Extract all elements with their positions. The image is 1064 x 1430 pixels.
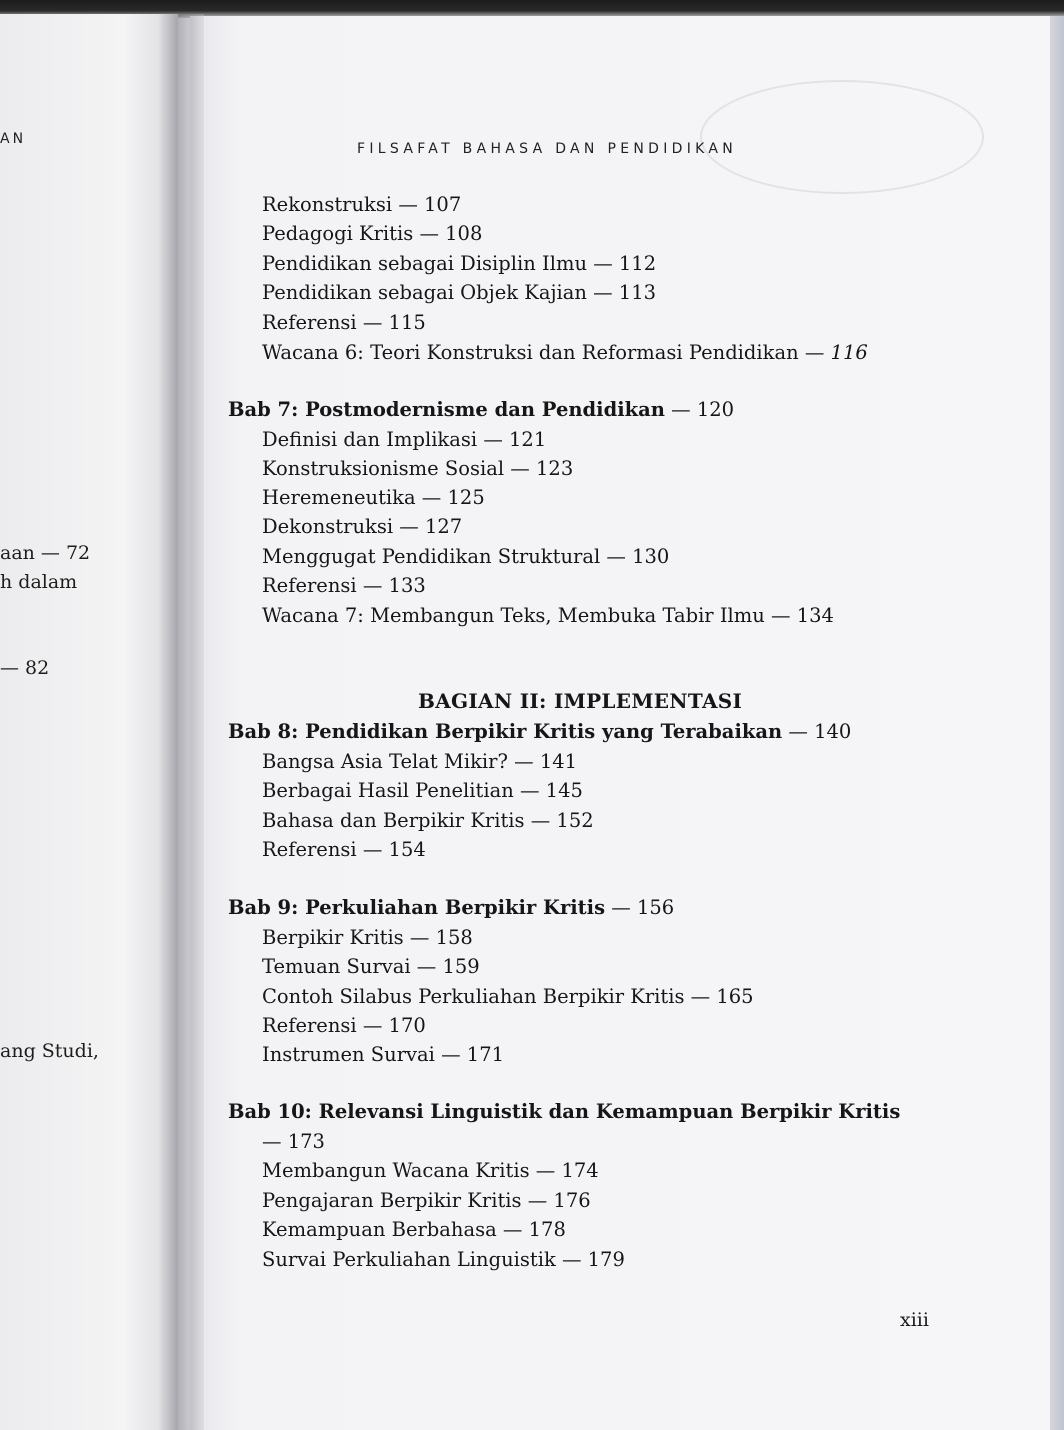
left-page-fragment: aan — 72 [0, 542, 91, 564]
left-page-fragment: h dalam [0, 571, 78, 593]
toc-entry: Rekonstruksi — 107 [262, 193, 462, 216]
toc-chapter [228, 720, 851, 743]
toc-entry: Menggugat Pendidikan Struktural — 130 [262, 545, 670, 568]
toc-entry: Pendidikan sebagai Disiplin Ilmu — 112 [262, 252, 657, 275]
left-facing-page [0, 14, 178, 1430]
toc-entry: Berpikir Kritis — 158 [262, 926, 473, 949]
toc-chapter-page: — 120 [664, 398, 735, 421]
toc-entry: Dekonstruksi — 127 [262, 515, 463, 538]
toc-entry: Contoh Silabus Perkuliahan Berpikir Kritis — 165 [262, 985, 754, 1008]
toc-entry: Referensi — 133 [262, 574, 426, 597]
book-gutter-shadow [158, 14, 204, 1430]
left-page-header: AN [0, 131, 27, 147]
toc-entry: Temuan Survai — 159 [262, 955, 480, 978]
toc-chapter [228, 896, 674, 919]
toc-chapter-title: Bab 7: Postmodernisme dan Pendidikan [228, 398, 665, 421]
toc-chapter [228, 1100, 900, 1123]
toc-entry: Konstruksionisme Sosial — 123 [262, 457, 574, 480]
toc-entry: Referensi — 115 [262, 311, 426, 334]
toc-chapter-page-continuation: — 173 [262, 1130, 325, 1153]
toc-entry: Wacana 7: Membangun Teks, Membuka Tabir Ilmu — 134 [262, 604, 834, 627]
bleed-through-stamp [700, 80, 984, 194]
toc-entry: Pedagogi Kritis — 108 [262, 222, 483, 245]
left-page-fragment: ang Studi, [0, 1040, 99, 1062]
toc-chapter [228, 398, 734, 421]
left-page-fragment: — 82 [0, 657, 50, 679]
toc-entry: Bangsa Asia Telat Mikir? — 141 [262, 750, 578, 773]
toc-entry: Referensi — 170 [262, 1014, 426, 1037]
toc-entry: Referensi — 154 [262, 838, 426, 861]
toc-chapter-page: — 156 [605, 896, 675, 919]
toc-chapter-page: — 140 [782, 720, 852, 743]
toc-entry: Pengajaran Berpikir Kritis — 176 [262, 1189, 591, 1212]
toc-entry-page: 116 [830, 341, 868, 364]
page-number: xiii [900, 1309, 929, 1331]
toc-entry-title: Wacana 6: Teori Konstruksi dan Reformasi Pendidikan — [262, 341, 831, 364]
toc-entry: Membangun Wacana Kritis — 174 [262, 1159, 599, 1182]
toc-entry: Definisi dan Implikasi — 121 [262, 428, 547, 451]
toc-entry: Berbagai Hasil Penelitian — 145 [262, 779, 583, 802]
toc-chapter-title: Bab 9: Perkuliahan Berpikir Kritis [228, 896, 606, 919]
toc-entry: Instrumen Survai — 171 [262, 1043, 505, 1066]
toc-entry: Survai Perkuliahan Linguistik — 179 [262, 1248, 625, 1271]
toc-entry [262, 341, 868, 364]
toc-chapter-title: Bab 8: Pendidikan Berpikir Kritis yang Terabaikan [228, 720, 783, 743]
toc-entry: Heremeneutika — 125 [262, 486, 485, 509]
toc-chapter-title: Bab 10: Relevansi Linguistik dan Kemampuan Berpikir Kritis [228, 1100, 901, 1123]
part-heading: BAGIAN II: IMPLEMENTASI [418, 689, 743, 713]
toc-entry: Pendidikan sebagai Objek Kajian — 113 [262, 281, 657, 304]
page-right-edge [1050, 16, 1064, 1430]
toc-entry: Kemampuan Berbahasa — 178 [262, 1218, 566, 1241]
toc-entry: Bahasa dan Berpikir Kritis — 152 [262, 809, 594, 832]
running-head: FILSAFAT BAHASA DAN PENDIDIKAN [357, 141, 738, 157]
